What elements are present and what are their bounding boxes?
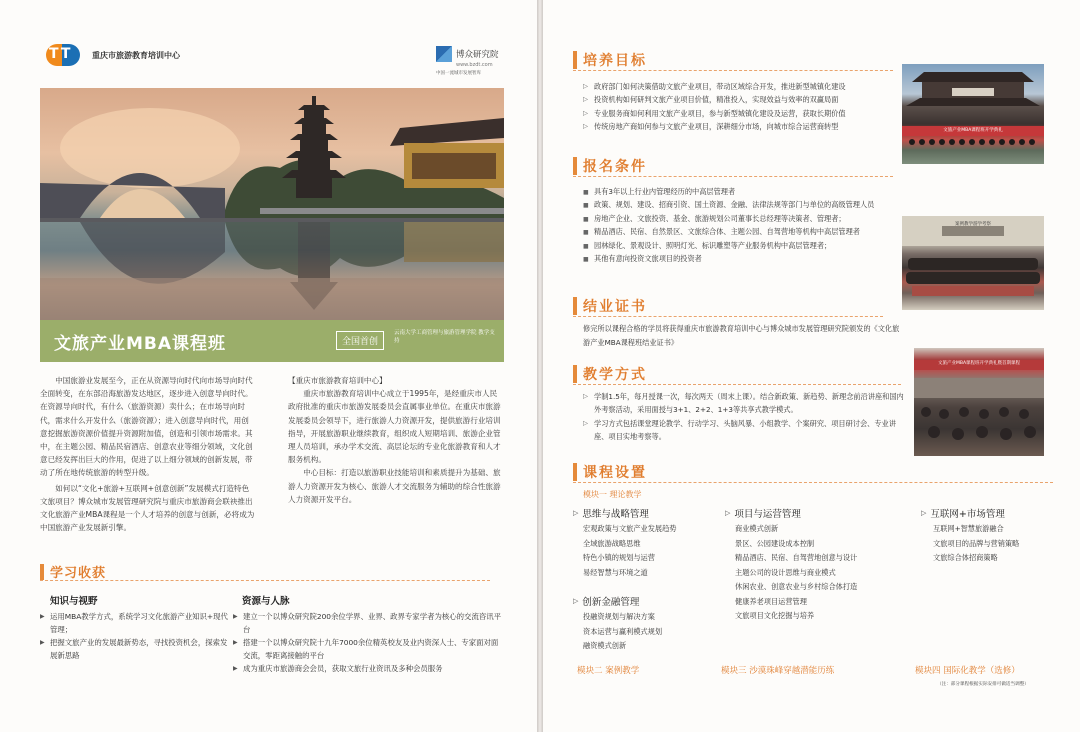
list-item: 主题公司的设计思维与商业模式 — [735, 567, 836, 577]
list-item: 精品酒店、民宿、自驾营地创意与设计 — [735, 553, 858, 562]
course-list — [583, 610, 662, 654]
list-item: 投融资规划与解决方案 — [583, 612, 655, 621]
list-item: 互联网+智慧旅游融合 — [933, 524, 1004, 533]
course-group-title: ▷ 思维与战略管理 — [573, 509, 649, 520]
divider — [573, 384, 901, 385]
training-goals-heading: 培养目标 — [573, 50, 647, 70]
enroll-list — [583, 185, 905, 265]
list-item: ▷ 传统房地产商如何参与文旅产业项目，深耕细分市场，向城市综合运营商转型 — [583, 120, 905, 133]
photo-banner: 案例教学游学考察 — [955, 222, 991, 227]
hero-image — [40, 88, 504, 320]
list-item: 文旅项目的品牌与营销策略 — [933, 538, 1020, 548]
list-item: ▷ 投资机构如何研判文旅产业项目价值，精准投入，实现效益与效率的双赢局面 — [583, 93, 905, 106]
list-item: ▶ 建立一个以博众研究院200余位学界、业界、政界专家学者为核心的交流咨讯平台 — [233, 610, 505, 636]
photo-banner: 文旅产业MBA课程班开学典礼暨首期课程 — [937, 361, 1021, 366]
group-photo — [902, 216, 1044, 310]
list-item: ■ 具有3年以上行业内管理经历的中高层管理者 — [583, 185, 905, 198]
certificate-text: 修完所以课程合格的学员将获得重庆市旅游教育培训中心与博众城市发展管理研究院颁发的《文化旅游产业MBA课程班结业证书》 — [583, 324, 900, 347]
course-group-title: ▷ 创新金融管理 — [573, 597, 640, 608]
list-item: 全域旅游战略思维 — [583, 538, 641, 548]
first-in-nation-badge: 全国首创 — [336, 331, 384, 350]
list-item: 景区、公园建设成本控制 — [735, 538, 815, 548]
hero-title-band — [40, 320, 504, 362]
list-item: ▷ 学习方式包括课堂理论教学、行动学习、头脑风暴、小组教学、个案研究、项目研讨会、专业讲座、项目实地考察等。 — [583, 417, 905, 444]
teaching-list — [583, 390, 905, 444]
opening-ceremony-photo — [902, 64, 1044, 164]
intro-text — [40, 374, 256, 536]
resources-title: 资源与人脉 — [242, 596, 290, 607]
resources-list — [233, 610, 505, 675]
heading-accent-bar — [573, 157, 577, 175]
training-goals-list — [583, 80, 905, 134]
module-3-title: 模块三 沙漠珠峰穿越潜能历练 — [721, 666, 835, 676]
heading-accent-bar — [573, 51, 577, 69]
heading-accent-bar — [573, 365, 577, 383]
list-item: 宏观政策与文旅产业发展趋势 — [583, 524, 677, 533]
heading-accent-bar — [573, 297, 577, 315]
teaching-support-text: 云南大学工商管理与旅游管理学院 教学支持 — [394, 330, 495, 344]
gate-building-illustration — [902, 64, 1044, 164]
list-item: ▶ 把握文旅产业的发展最新势态，寻找投资机会，探索发展新思路 — [40, 636, 230, 662]
list-item: ■ 政策、规划、建设、招商引资、国土资源、金融、法律法规等部门与单位的高级管理人员 — [583, 198, 905, 211]
gains-heading: 学习收获 — [40, 562, 106, 581]
intro-paragraph: 如何以“文化+旅游+互联网+创意创新”发展模式打造特色文旅项目？博众城市发展管理研究院与重庆市旅游商会联袂推出文化旅游产业MBA课程是一个人才培养的创意与创新，必将成为中国旅游产业发展新引擎。 — [40, 483, 255, 533]
training-center-intro — [288, 374, 502, 506]
course-list — [735, 522, 857, 624]
group-photo-illustration — [902, 216, 1044, 310]
heading-accent-bar — [40, 564, 44, 580]
list-item: 融资模式创新 — [583, 641, 627, 650]
module-1-title: 模块一 理论教学 — [583, 490, 642, 499]
triangle-icon: ▷ — [725, 509, 731, 517]
list-item: 文旅项目文化挖掘与培养 — [735, 611, 815, 620]
water-town-illustration — [40, 88, 504, 320]
course-list — [933, 522, 1019, 566]
divider — [573, 70, 893, 71]
partner-url: www.bzdt.com — [456, 62, 493, 68]
teaching-heading: 教学方式 — [573, 364, 647, 384]
divider — [573, 176, 893, 177]
divider — [573, 316, 883, 317]
right-page — [543, 0, 1080, 732]
list-item: ■ 其他有意向投资文旅项目的投资者 — [583, 252, 905, 265]
module-2-title: 模块二 案例教学 — [577, 666, 640, 676]
list-item: ▶ 搭建一个以博众研究院十九年7000余位精英校友及业内资深人士、专家面对面交流，零距离接触的平台 — [233, 636, 505, 662]
course-title: 文旅产业MBA课程班 — [54, 334, 227, 354]
list-item: 易经智慧与环境之道 — [583, 567, 648, 577]
left-page — [0, 0, 537, 732]
center-paragraph: 重庆市旅游教育培训中心成立于1995年，是经重庆市人民政府批准的重庆市旅游发展委员会直属事业单位。在重庆市旅游发展委员会领导下，进行旅游人力资源开发，提供旅游行业培训指导，开展旅游职业继续教育，组织成人短期培训、旅游企业管理人员培训，承办学术交流、高层论坛的专业化旅游教育和人才服务机构。 — [288, 389, 501, 465]
course-group-title: ▷ 项目与运营管理 — [725, 509, 801, 520]
divider — [573, 482, 1053, 483]
center-paragraph: 中心目标：打造以旅游职业技能培训和素质提升为基础、旅游人力资源开发为核心、旅游人才交流服务为辅助的综合性旅游人力资源开发平台。 — [288, 468, 501, 504]
knowledge-title: 知识与视野 — [50, 596, 98, 607]
center-title: 【重庆市旅游教育培训中心】 — [288, 376, 387, 385]
triangle-icon: ▷ — [573, 597, 579, 605]
list-item: 健康养老项目运营管理 — [735, 596, 807, 606]
certificate-heading: 结业证书 — [573, 296, 647, 316]
knowledge-list — [40, 610, 230, 662]
list-item: ▷ 政府部门如何决策借助文旅产业项目，带动区域综合开发，推进新型城镇化建设 — [583, 80, 905, 93]
triangle-icon: ▷ — [921, 509, 927, 517]
partner-logo-icon — [436, 46, 452, 62]
courses-heading: 课程设置 — [573, 462, 647, 482]
partner-slogan: 中国一流城市发展智库 — [436, 71, 481, 76]
module-4-title: 模块四 国际化教学（选修） — [915, 666, 1020, 676]
enroll-heading: 报名条件 — [573, 156, 647, 176]
org-name: 重庆市旅游教育培训中心 — [92, 50, 180, 60]
list-item: 商业模式创新 — [735, 524, 779, 533]
list-item: ▶ 成为重庆市旅游商会会员，获取文旅行业资讯及多种会员服务 — [233, 662, 505, 675]
list-item: ▷ 专业服务商如何利用文旅产业项目，参与新型城镇化建设及运营，获取长期价值 — [583, 107, 905, 120]
list-item: 特色小镇的规划与运营 — [583, 553, 655, 562]
list-item: 休闲农业、创意农业与乡村综合体打造 — [735, 582, 858, 591]
list-item: ■ 园林绿化、景观设计、照明灯光、标识雕塑等产业服务机构中高层管理者； — [583, 239, 905, 252]
list-item: ■ 房地产企业、文旅投资、基金、旅游规划公司董事长总经理等决策者、管理者； — [583, 212, 905, 225]
heading-accent-bar — [573, 463, 577, 481]
partner-name: 博众研究院 — [456, 50, 499, 60]
triangle-icon: ▷ — [573, 509, 579, 517]
org-logo — [46, 44, 180, 66]
photo-banner: 文旅产业MBA课程班开学典礼 — [943, 128, 1003, 133]
intro-paragraph: 中国旅游业发展至今，正在从资源导向时代向市场导向时代全面转变，在东部沿海旅游发达地区，逐步进入创意导向时代。在资源导向时代，有什么（旅游资源）卖什么；在市场导向时代，需求什么开发什么（旅游资源）；进入创意导向时代，用创意挖掘旅游资源价值提升资源附加值，创造和引领市场需求。其中，在主题公园、精品民宿酒店、创意农业等细分领域，文化创意已经发挥出巨大的作用，促进了以上细分领域的创新发展，带动了所在地传统旅游的转型升级。 — [40, 376, 253, 478]
course-list — [583, 522, 676, 580]
list-item: 文旅综合体招商策略 — [933, 553, 998, 562]
list-item: ▷ 学制1.5年，每月授课一次，每次两天（周末上课）。结合新政策、新趋势、新理念前沿讲座和国内外考察活动，采用面授与3+1、2+2、1+3等共享式教学模式。 — [583, 390, 905, 417]
list-item: ▶ 运用MBA教学方式，系统学习文化旅游产业知识+现代管理； — [40, 610, 230, 636]
partner-logo — [436, 46, 502, 76]
classroom-photo — [914, 348, 1044, 456]
course-group-title: ▷ 互联网+市场管理 — [921, 509, 1005, 520]
tt-logo-icon: TT — [46, 44, 82, 66]
list-item: 资本运营与赢利模式规划 — [583, 626, 663, 636]
list-item: ■ 精品酒店、民宿、自然景区、文旅综合体、主题公园、自驾营地等机构中高层管理者 — [583, 225, 905, 238]
adjustment-note: （注：部分课程根据实际安排可做适当调整） — [937, 682, 1029, 687]
